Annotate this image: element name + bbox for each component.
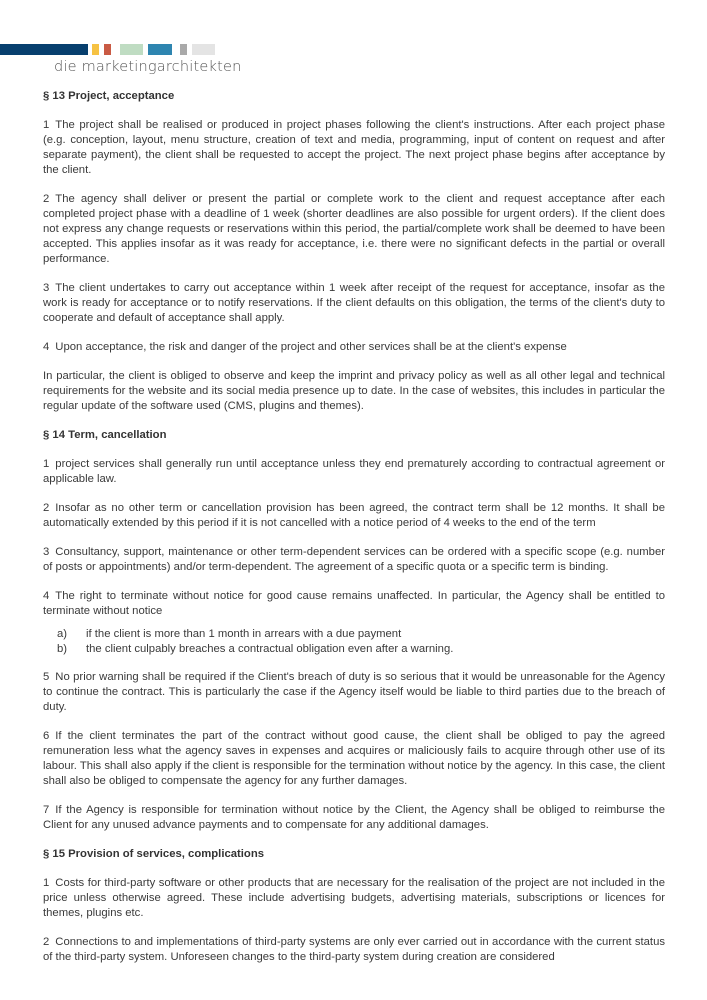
section-14-heading: § 14 Term, cancellation (43, 429, 167, 441)
section-14-paragraph-7: 7 If the Agency is responsible for termination without notice by the Client, the Agency shall be obliged to reimburse the Client for any unused advance payments and to compensate for any additional damages. (43, 804, 665, 831)
paragraph-number: 2 (43, 193, 50, 205)
logo-bar-light-green (120, 44, 143, 55)
list-item: a) if the client is more than 1 month in arrears with a due payment (43, 627, 665, 642)
paragraph-number: 6 (43, 730, 50, 742)
paragraph-number: 1 (43, 877, 50, 889)
section-13-paragraph-5: In particular, the client is obliged to observe and keep the imprint and privacy policy as well as all other legal and technical requirements for the website and its social media presence up to date. In the case of websites, this includes in particular the regular update of the software used (CMS, plugins and themes). (43, 370, 665, 412)
list-item: b) the client culpably breaches a contractual obligation even after a warning. (43, 642, 665, 657)
section-15-paragraph-1: 1 Costs for third-party software or other products that are necessary for the realisation of the project are not included in the price unless otherwise agreed. These include advertising budgets, advertising materials, subscriptions or licences for themes, plugins etc. (43, 877, 665, 919)
brand-name: die marketingarchitekten (54, 59, 242, 75)
paragraph-number: 4 (43, 341, 50, 353)
paragraph-number: 5 (43, 671, 50, 683)
paragraph-number: 7 (43, 804, 50, 816)
termination-reasons-list (43, 627, 665, 657)
section-13-heading: § 13 Project, acceptance (43, 90, 175, 102)
section-13-paragraph-2: 2 The agency shall deliver or present the partial or complete work to the client and request acceptance after each completed project phase with a deadline of 1 week (shorter deadlines are also possible for urgent orders). If the client does not express any change requests or reservations within this period, the partial/complete work shall be deemed to have been accepted. This applies insofar as it was ready for acceptance, i.e. there were no significant defects in the partial or overall performance. (43, 193, 665, 265)
section-13-paragraph-3: 3 The client undertakes to carry out acceptance within 1 week after receipt of the request for acceptance, insofar as the work is ready for acceptance or to notify reservations. If the client defaults on this obligation, the terms of the client's duty to cooperate and default of acceptance shall apply. (43, 282, 665, 324)
section-15-paragraph-2: 2 Connections to and implementations of third-party systems are only ever carried out in accordance with the current status of the third-party system. Unforeseen changes to the third-party system during creation are considered (43, 936, 665, 963)
logo-bar-red (104, 44, 111, 55)
section-13-paragraph-1: 1 The project shall be realised or produced in project phases following the client's instructions. After each project phase (e.g. conception, layout, menu structure, creation of text and media, programming, input of content on request and after separate payment), the client shall be requested to accept the project. The next project phase begins after acceptance by the client. (43, 119, 665, 176)
section-15-heading: § 15 Provision of services, complications (43, 848, 265, 860)
logo-bar-yellow (92, 44, 99, 55)
section-14-paragraph-1: 1 project services shall generally run until acceptance unless they end prematurely according to contractual agreement or applicable law. (43, 458, 665, 485)
paragraph-number: 2 (43, 936, 50, 948)
paragraph-number: 4 (43, 590, 50, 602)
list-label: a) (57, 628, 68, 640)
section-13-paragraph-4: 4 Upon acceptance, the risk and danger of the project and other services shall be at the client's expense (43, 341, 567, 353)
logo-bar-blue (148, 44, 172, 55)
section-14-paragraph-6: 6 If the client terminates the part of the contract without good cause, the client shall be obliged to pay the agreed remuneration less what the agency saves in expenses and acquires or maliciously fails to acquire through other use of its labour. This shall also apply if the client is responsible for the termination without notice by the agency. In this case, the client shall also be obliged to compensate the agency for any further damages. (43, 730, 665, 787)
list-label: b) (57, 643, 68, 655)
paragraph-number: 2 (43, 502, 50, 514)
logo-bar-dark-blue (0, 44, 88, 55)
logo-bar-gray (180, 44, 187, 55)
paragraph-number: 1 (43, 119, 50, 131)
paragraph-number: 3 (43, 282, 50, 294)
logo-bar-light-gray (192, 44, 215, 55)
section-14-paragraph-4: 4 The right to terminate without notice for good cause remains unaffected. In particular, the Agency shall be entitled to terminate without notice (43, 590, 665, 617)
paragraph-number: 3 (43, 546, 50, 558)
document-body (43, 89, 665, 979)
section-14-paragraph-3: 3 Consultancy, support, maintenance or other term-dependent services can be ordered with a specific scope (e.g. number of posts or appointments) and/or term-dependent. The agreement of a specific quota or a specific term is binding. (43, 546, 665, 573)
company-logo (0, 44, 242, 84)
section-14-paragraph-5: 5 No prior warning shall be required if the Client's breach of duty is so serious that it would be unreasonable for the Agency to continue the contract. This is particularly the case if the Agency itself would be liable to third parties due to the breach of duty. (43, 671, 665, 713)
section-14-paragraph-2: 2 Insofar as no other term or cancellation provision has been agreed, the contract term shall be 12 months. It shall be automatically extended by this period if it is not cancelled with a notice period of 4 weeks to the end of the term (43, 502, 665, 529)
paragraph-number: 1 (43, 458, 50, 470)
